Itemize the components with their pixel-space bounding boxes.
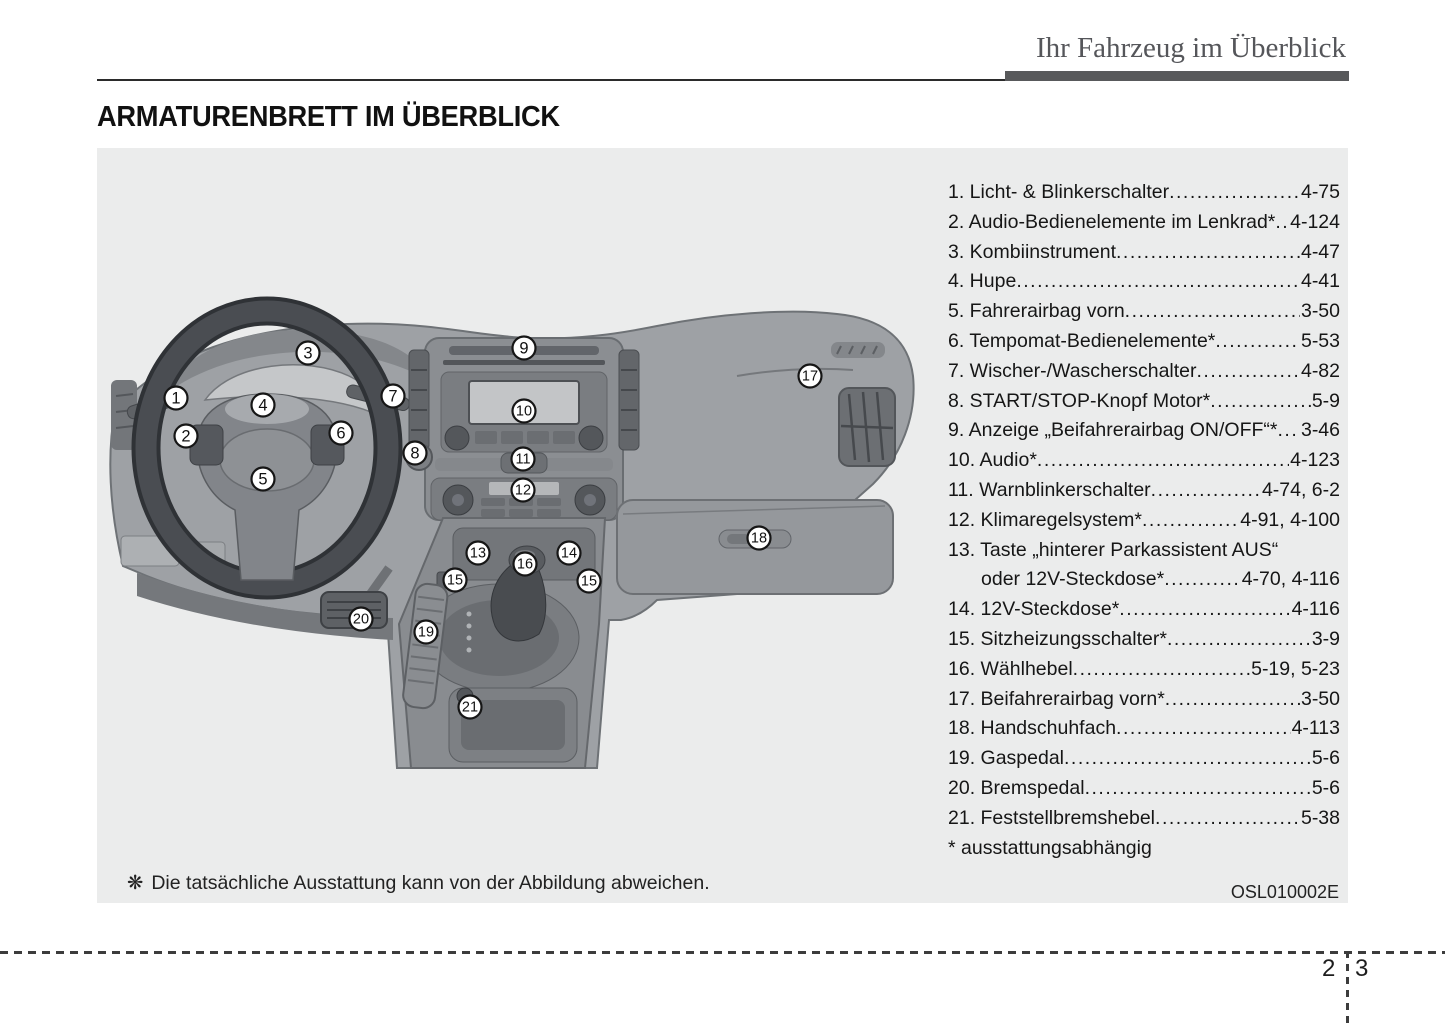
leader-dots <box>1197 357 1300 387</box>
page-reference: 3-9 <box>1311 627 1340 650</box>
leader-dots <box>1215 327 1300 357</box>
reference-mark-icon: ❋ <box>127 872 144 894</box>
legend-item: 12. Klimaregelsystem* ..... 4-91, 4-100 <box>948 506 1340 536</box>
legend-item: 13. Taste „hinterer Parkassistent AUS“ <box>948 538 1279 561</box>
leader-dots <box>1064 744 1311 774</box>
svg-text:2: 2 <box>181 427 191 446</box>
page-reference: 4-41 <box>1300 270 1340 293</box>
legend-item: 4. Hupe ..... 4-41 <box>948 267 1340 297</box>
callout-9 <box>513 337 536 360</box>
callout-17 <box>799 365 822 388</box>
svg-text:11: 11 <box>515 451 531 468</box>
callout-18 <box>748 527 771 550</box>
callout-14 <box>558 542 581 565</box>
callout-21 <box>459 696 482 719</box>
page-reference: 5-38 <box>1300 806 1340 829</box>
legend-item: oder 12V-Steckdose* ..... 4-70, 4-116 <box>948 565 1340 595</box>
callout-13 <box>467 542 490 565</box>
svg-text:20: 20 <box>352 611 370 628</box>
footer-dashed-line <box>0 951 1445 954</box>
leader-dots <box>1037 446 1289 476</box>
svg-text:14: 14 <box>560 545 578 562</box>
legend-item: 14. 12V-Steckdose* ..... 4-116 <box>948 595 1340 625</box>
page-reference: 3-50 <box>1300 300 1340 323</box>
page-reference: 5-6 <box>1311 747 1340 770</box>
callout-15 <box>444 569 467 592</box>
page-reference: 4-116 <box>1291 598 1340 621</box>
leader-dots <box>1169 178 1300 208</box>
leader-dots <box>1164 565 1241 595</box>
leader-dots <box>1016 267 1300 297</box>
svg-text:3: 3 <box>303 344 313 363</box>
callout-2 <box>175 425 198 448</box>
page-reference: 5-53 <box>1300 329 1340 352</box>
legend-list <box>948 178 1340 834</box>
figure-box <box>97 148 1348 903</box>
leader-dots <box>1116 238 1300 268</box>
legend-item: 3. Kombiinstrument ..... 4-47 <box>948 238 1340 268</box>
svg-text:10: 10 <box>515 403 533 420</box>
page-reference: 4-91, 4-100 <box>1240 508 1340 531</box>
callout-12 <box>512 479 535 502</box>
page-reference: 4-75 <box>1300 181 1340 203</box>
callout-11 <box>512 448 535 471</box>
callout-16 <box>514 553 537 576</box>
legend-item: 2. Audio-Bedienelemente im Lenkrad* ..... 4-124 <box>948 208 1340 238</box>
leader-dots <box>1275 208 1289 238</box>
svg-text:6: 6 <box>336 424 346 443</box>
svg-text:8: 8 <box>410 444 420 463</box>
leader-dots <box>1155 804 1300 834</box>
leader-dots <box>1119 595 1290 625</box>
header-rule-thick <box>1005 71 1349 81</box>
page-reference: 4-70, 4-116 <box>1241 568 1340 591</box>
svg-text:1: 1 <box>171 389 181 408</box>
page-number: 3 <box>1355 955 1369 982</box>
callout-20 <box>350 608 373 631</box>
legend-item: 17. Beifahrerairbag vorn* ..... 3-50 <box>948 685 1340 715</box>
legend-item: 10. Audio* ..... 4-123 <box>948 446 1340 476</box>
right-center-vent <box>619 350 639 450</box>
legend-item: 18. Handschuhfach ..... 4-113 <box>948 714 1340 744</box>
page-reference: 5-19, 5-23 <box>1251 657 1340 680</box>
leader-dots <box>1125 297 1300 327</box>
leader-dots <box>1210 387 1311 417</box>
leader-dots <box>1165 685 1300 715</box>
legend-item: 15. Sitzheizungsschalter* ..... 3-9 <box>948 625 1340 655</box>
svg-text:18: 18 <box>750 530 768 547</box>
legend-item: 7. Wischer-/Wascherschalter ..... 4-82 <box>948 357 1340 387</box>
callout-5 <box>252 468 275 491</box>
footer-dashed-divider <box>1346 951 1349 1026</box>
figure-note: ❋ Die tatsächliche Ausstattung kann von der Abbildung abweichen. <box>127 872 710 894</box>
chapter-title: Ihr Fahrzeug im Überblick <box>1035 32 1346 64</box>
page-reference: 4-124 <box>1290 210 1340 233</box>
leader-dots <box>1167 625 1311 655</box>
svg-text:17: 17 <box>801 368 819 385</box>
callout-1 <box>165 387 188 410</box>
page-title: ARMATURENBRETT IM ÜBERBLICK <box>97 101 560 133</box>
leader-dots <box>1151 476 1261 506</box>
callout-6 <box>330 422 353 445</box>
callout-4 <box>252 394 275 417</box>
leader-dots <box>1073 655 1250 685</box>
svg-text:9: 9 <box>519 339 529 358</box>
page-reference: 4-74, 6-2 <box>1261 478 1340 501</box>
svg-text:16: 16 <box>516 556 534 573</box>
header-rule-thin <box>97 79 1005 81</box>
legend-item: 20. Bremspedal ..... 5-6 <box>948 774 1340 804</box>
leader-dots <box>1116 714 1291 744</box>
page-reference: 5-9 <box>1311 389 1340 412</box>
svg-text:15: 15 <box>580 573 598 590</box>
callout-15 <box>578 570 601 593</box>
svg-text:7: 7 <box>388 387 398 406</box>
page-reference: 5-6 <box>1311 776 1340 799</box>
legend-item: 6. Tempomat-Bedienelemente* ..... 5-53 <box>948 327 1340 357</box>
chapter-number: 2 <box>1322 955 1336 982</box>
page-reference: 3-50 <box>1300 687 1340 710</box>
legend-item: 5. Fahrerairbag vorn ..... 3-50 <box>948 297 1340 327</box>
svg-text:13: 13 <box>469 545 487 562</box>
legend-item: 1. Licht- & Blinkerschalter ..... 4-75 <box>948 178 1340 208</box>
callout-10 <box>513 400 536 423</box>
legend-item: 9. Anzeige „Beifahrerairbag ON/OFF“* ..... 3-46 <box>948 416 1340 446</box>
callout-19 <box>415 621 438 644</box>
page-reference: 4-123 <box>1290 449 1340 472</box>
left-center-vent <box>409 350 429 450</box>
callout-8 <box>404 442 427 465</box>
legend-item: 16. Wählhebel ..... 5-19, 5-23 <box>948 655 1340 685</box>
leader-dots <box>1277 416 1299 446</box>
svg-text:5: 5 <box>258 470 268 489</box>
page-reference: 3-46 <box>1300 419 1340 442</box>
page-reference: 4-82 <box>1300 359 1340 382</box>
leader-dots <box>1085 774 1311 804</box>
svg-text:19: 19 <box>417 624 435 641</box>
callout-7 <box>382 385 405 408</box>
legend-item: 11. Warnblinkerschalter ..... 4-74, 6-2 <box>948 476 1340 506</box>
legend-item: 21. Feststellbremshebel ..... 5-38 <box>948 804 1340 834</box>
svg-text:15: 15 <box>446 572 464 589</box>
callout-3 <box>297 342 320 365</box>
dashboard-art <box>110 311 913 768</box>
page-reference: 4-47 <box>1300 240 1340 263</box>
legend-item: 19. Gaspedal ..... 5-6 <box>948 744 1340 774</box>
figure-code: OSL010002E <box>1230 882 1339 902</box>
svg-text:21: 21 <box>461 699 479 716</box>
legend-item: 8. START/STOP-Knopf Motor* ..... 5-9 <box>948 387 1340 417</box>
svg-text:12: 12 <box>514 482 532 499</box>
equipment-footnote: * ausstattungsabhängig <box>948 837 1152 859</box>
leader-dots <box>1142 506 1239 536</box>
svg-text:4: 4 <box>258 396 268 415</box>
page-reference: 4-113 <box>1291 717 1340 740</box>
